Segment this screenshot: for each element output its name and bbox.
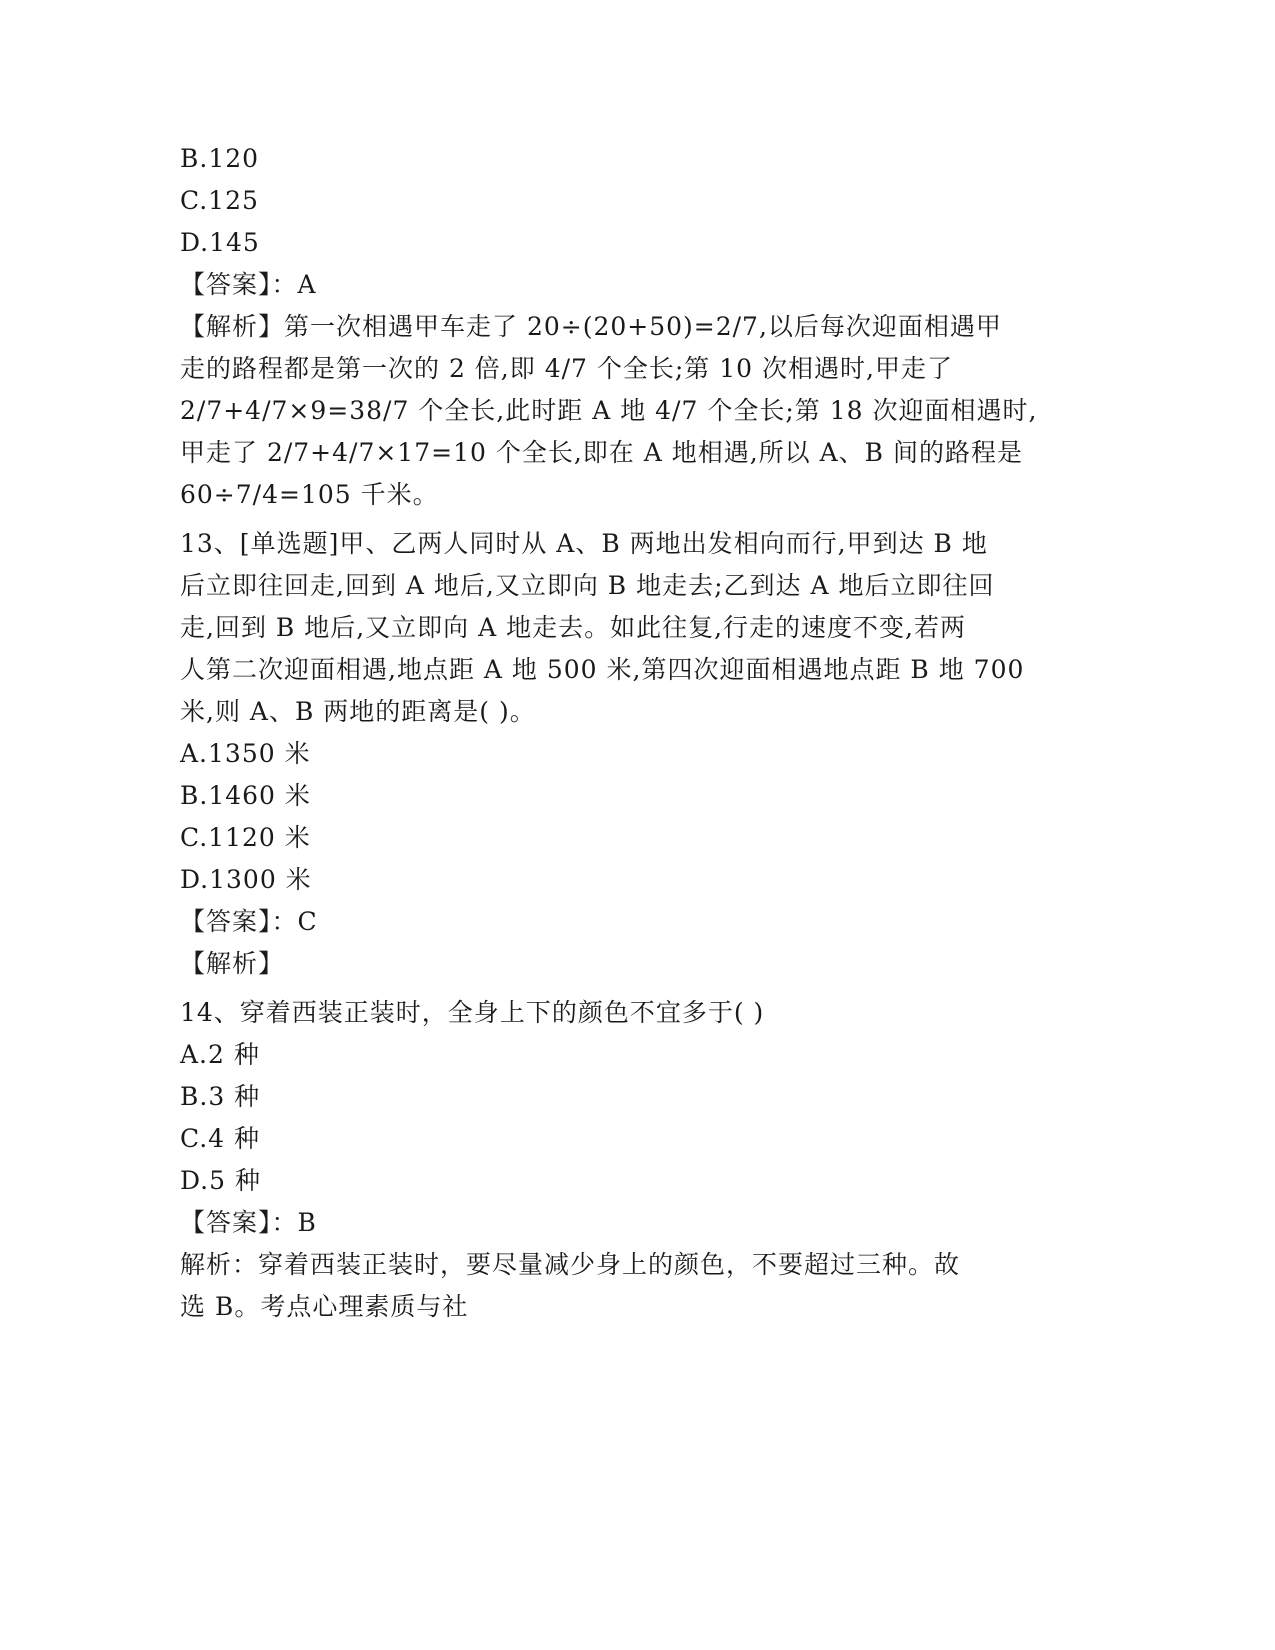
analysis-line: 解析：穿着西装正装时，要尽量减少身上的颜色，不要超过三种。故 bbox=[180, 1250, 961, 1279]
question-14-block bbox=[180, 992, 1060, 1328]
question-line: 米,则 A、B 两地的距离是( )。 bbox=[180, 697, 536, 726]
option-d: D.145 bbox=[180, 228, 260, 257]
document-page bbox=[180, 138, 1060, 1328]
option-b: B.120 bbox=[180, 144, 260, 173]
question-line: 走,回到 B 地后,又立即向 A 地走去。如此往复,行走的速度不变,若两 bbox=[180, 613, 967, 642]
analysis-line: 甲走了 2/7+4/7×17=10 个全长,即在 A 地相遇,所以 A、B 间的路程是 bbox=[180, 438, 1023, 467]
analysis-line: 选 B。考点心理素质与社 bbox=[180, 1292, 469, 1321]
answer-line: 【答案】：A bbox=[180, 270, 317, 299]
option-c: C.4 种 bbox=[180, 1124, 261, 1153]
question-line: 14、穿着西装正装时，全身上下的颜色不宜多于( ) bbox=[180, 998, 765, 1027]
analysis-line: 【解析】第一次相遇甲车走了 20÷(20+50)=2/7,以后每次迎面相遇甲 bbox=[180, 312, 1002, 341]
question-line: 13、[单选题]甲、乙两人同时从 A、B 两地出发相向而行,甲到达 B 地 bbox=[180, 529, 988, 558]
question-line: 后立即往回走,回到 A 地后,又立即向 B 地走去;乙到达 A 地后立即往回 bbox=[180, 571, 995, 600]
analysis-line: 【解析】 bbox=[180, 949, 285, 978]
option-c: C.125 bbox=[180, 186, 259, 215]
answer-line: 【答案】：C bbox=[180, 907, 318, 936]
option-d: D.1300 米 bbox=[180, 865, 312, 894]
question-12-block bbox=[180, 138, 1060, 516]
option-c: C.1120 米 bbox=[180, 823, 311, 852]
analysis-line: 走的路程都是第一次的 2 倍,即 4/7 个全长;第 10 次相遇时,甲走了 bbox=[180, 354, 953, 383]
analysis-line: 2/7+4/7×9=38/7 个全长,此时距 A 地 4/7 个全长;第 18 次迎面相遇时, bbox=[180, 396, 1038, 425]
option-d: D.5 种 bbox=[180, 1166, 261, 1195]
answer-line: 【答案】：B bbox=[180, 1208, 317, 1237]
question-line: 人第二次迎面相遇,地点距 A 地 500 米,第四次迎面相遇地点距 B 地 700 bbox=[180, 655, 1025, 684]
option-b: B.1460 米 bbox=[180, 781, 311, 810]
option-a: A.2 种 bbox=[180, 1040, 260, 1069]
analysis-line: 60÷7/4=105 千米。 bbox=[180, 480, 439, 509]
question-13-block bbox=[180, 523, 1060, 985]
option-a: A.1350 米 bbox=[180, 739, 311, 768]
option-b: B.3 种 bbox=[180, 1082, 261, 1111]
